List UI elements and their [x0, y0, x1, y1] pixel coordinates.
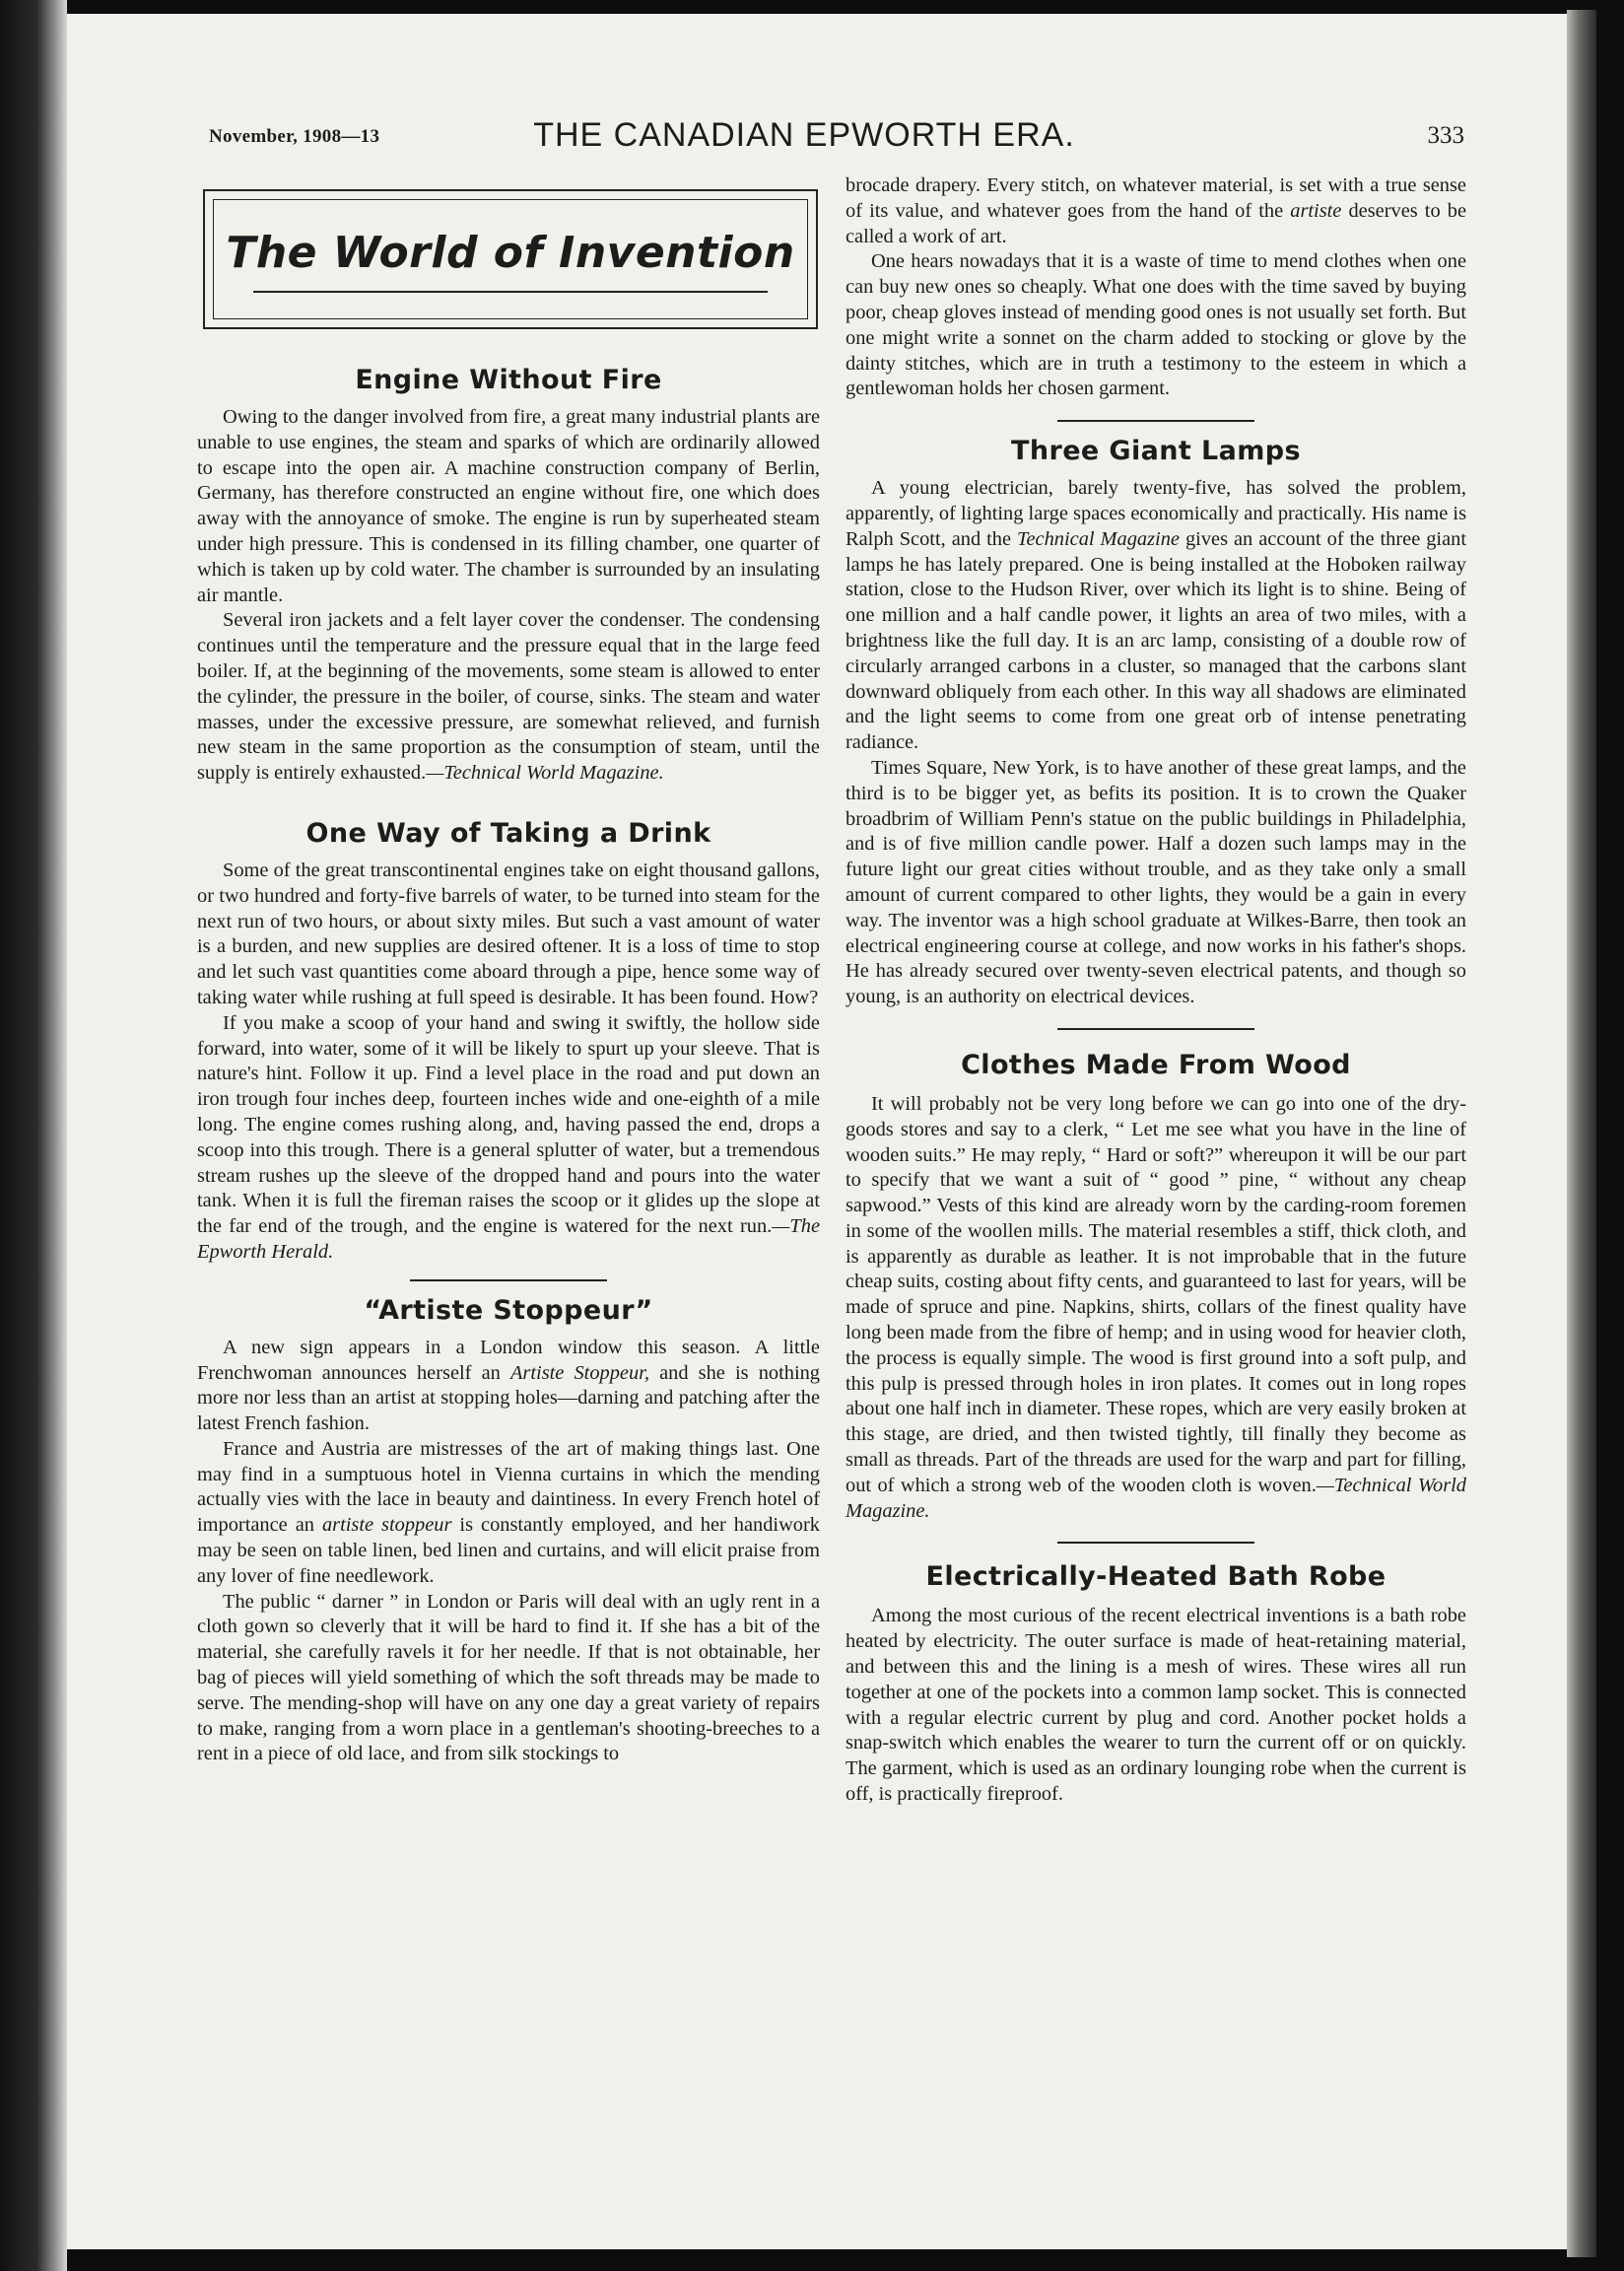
- left-column: [197, 189, 820, 1767]
- wood-paragraph-1: [846, 1092, 1466, 1525]
- stoppeur-p3-cont-text-b: deserves to be called a work of art.: [846, 199, 1466, 247]
- running-head: [144, 116, 1464, 166]
- drink-paragraph-2: [197, 1011, 820, 1266]
- stoppeur-paragraph-4: One hears nowadays that it is a waste of time to mend clothes when one can buy new ones so cheaply. What one does with the time saved by buying poor, cheap gloves instead of mending good ones is not usually set forth. But one might write a sonnet on the charm added to stocking or glove by the dainty stitches, which are in truth a testimony to the esteem in which a gentlewoman holds her chosen garment.: [846, 250, 1466, 400]
- stoppeur-paragraph-3-continued: [846, 173, 1466, 249]
- wood-paragraph-1-text: It will probably not be very long before we can go into one of the dry-goods stores and say to a clerk, “ Let me see what you have in the line of wooden suits.” He may reply, “ Hard or soft?” whereupon it will be our part to specify that we want a suit of “ good ” pine, “ without any cheap sapwood.” Vests of this kind are already worn by the carding-room foremen in some of the woollen mills. The material resembles a stiff, thick cloth, and is apparently as durable as leather. It is not improbable that in the future cheap suits, costing about fifty cents, and guaranteed to last for years, will be made of spruce and pine. Napkins, shirts, collars of the finest quality have long been made from the fibre of hemp; and in using wood for heavier cloth, the process is equally simple. The wood is first ground into a soft pulp, and this pulp is pressed through holes in iron plates. It comes out in long ropes about one half inch in diameter. These ropes, which are very easily broken at this stage, are dried, and then twisted tightly, till finally they become as small as threads. Part of the threads are used for the warp and part for filling, out of which a strong web of the wooden cloth is woven.: [846, 1092, 1466, 1496]
- stoppeur-p1-emphasis: Artiste Stoppeur,: [509, 1361, 649, 1384]
- lamps-paragraph-2: Times Square, New York, is to have another of these great lamps, and the third is to be bigger yet, as befits its position. It is to crown the Quaker broadbrim of William Penn's statue on the public buildings in Philadelphia, and is of five million candle power. Half a dozen such lamps may in the future light our great cities without trouble, and as they take only a small amount of current compared to other lights, they would be a gain in every way. The inventor was a high school graduate at Wilkes-Barre, then took an electrical engineering course at college, and now works in his father's shops. He has already secured over twenty-seven electrical patents, and though so young, is an authority on electrical devices.: [846, 756, 1466, 1008]
- right-column: [846, 173, 1466, 1808]
- section-title: The World of Invention: [226, 228, 795, 278]
- page-edge-shadow: [1567, 10, 1596, 2257]
- drink-paragraph-1: Some of the great transcontinental engines take on eight thousand gallons, or two hundred and forty-five barrels of water, to be turned into steam for the next run of two hours, or about sixty miles. But such a vast amount of water is a burden, and new supplies are desired oftener. It is a loss of time to stop and let such vast quantities come aboard through a pipe, hence some way of taking water while rushing at full speed is desirable. It has been found. How?: [197, 859, 820, 1008]
- robe-paragraph-1: Among the most curious of the recent electrical inventions is a bath robe heated by electricity. The outer surface is made of heat-retaining material, and between this and the lining is a mesh of wires. These wires all run together at one of the pockets into a common lamp socket. This is connected with a regular electric current by plug and cord. Another pocket holds a snap-switch which enables the wearer to turn the current off or on quickly. The garment, which is used as an ordinary lounging robe when the current is off, is practically fireproof.: [846, 1605, 1466, 1806]
- stoppeur-p3-cont-emphasis: artiste: [1290, 199, 1342, 222]
- article-title-drink: One Way of Taking a Drink: [305, 817, 711, 849]
- lamps-p1-text-b: gives an account of the three giant lamps he has lately prepared. One is being installed at the Hoboken railway station, close to the Hudson River, over which its light is to shine. Being of one million and a half candle power, it lights an area of two miles, with a brightness like the full day. It is an arc lamp, consisting of a double row of circularly arranged carbons in a cluster, so managed that the carbons slant downward obliquely from each other. In this way all shadows are eliminated and the light seems to come from one great orb of intense penetrating radiance.: [846, 527, 1467, 754]
- drink-paragraph-2-text: If you make a scoop of your hand and swing it swiftly, the hollow side forward, into water, some of it will be likely to spurt up your sleeve. That is nature's hint. Follow it up. Find a level place in the road and put down an iron trough four inches deep, fourteen inches wide and one-eighth of a mile long. The engine comes rushing along, and, having passed the end, drops a scoop into this trough. There is a general splutter of water, but a tremendous stream rushes up the sleeve of the dropped hand and pours into the water tank. When it is full the fireman raises the scoop or it glides up the slope at the far end of the trough, and the engine is watered for the next run.: [197, 1011, 820, 1238]
- article-title-lamps: Three Giant Lamps: [1011, 436, 1301, 467]
- lamps-paragraph-1: [846, 476, 1466, 756]
- engine-paragraph-2-text: Several iron jackets and a felt layer cover the condenser. The condensing continues until the temperature and the pressure equal that in the large feed boiler. If, at the beginning of the movements, some steam is allowed to enter the cylinder, the pressure in the boiler, of course, sinks. The steam and water masses, under the excessive pressure, are somewhat relieved, and furnish new steam in the same proportion as the consumption of steam, until the supply is entirely exhausted.: [197, 609, 820, 785]
- drink-source: —The Epworth Herald.: [197, 1215, 820, 1263]
- journal-title: THE CANADIAN EPWORTH ERA.: [533, 116, 1075, 154]
- engine-source: —Technical World Magazine.: [426, 762, 664, 785]
- article-title-stoppeur: “Artiste Stoppeur”: [364, 1294, 653, 1326]
- stoppeur-paragraph-1: [197, 1336, 820, 1437]
- article-title-robe: Electrically-Heated Bath Robe: [925, 1561, 1387, 1593]
- section-title-box-inner: [213, 199, 808, 319]
- wood-source: —Technical World Magazine.: [846, 1474, 1466, 1522]
- stoppeur-p2-emphasis: artiste stoppeur: [321, 1514, 452, 1537]
- stoppeur-p2-text-a: France and Austria are mistresses of the art of making things last. One may find in a sumptuous hotel in Vienna curtains in which the mending actually vies with the lace in beauty and daintiness. In every French hotel of importance an: [197, 1437, 820, 1537]
- section-title-box: [203, 189, 818, 329]
- stoppeur-p3-cont-text-a: brocade drapery. Every stitch, on whatever material, is set with a true sense of its value, and whatever goes from the hand of the: [846, 174, 1466, 222]
- lamps-p1-text-a: A young electrician, barely twenty-five, has solved the problem, apparently, of lighting large spaces economically and practically. His name is Ralph Scott, and the: [846, 477, 1467, 550]
- article-title-engine: Engine Without Fire: [355, 365, 662, 395]
- stoppeur-p1-text-b: and she is nothing more nor less than an artist at stopping holes—darning and patching after the latest French fashion.: [197, 1361, 820, 1435]
- stoppeur-p2-text-b: is constantly employed, and her handiwork may be seen on table linen, bed linen and curtains, and will elicit praise from any lover of fine needlework.: [197, 1514, 820, 1587]
- page-number: 333: [1427, 122, 1464, 149]
- article-title-wood: Clothes Made From Wood: [961, 1049, 1351, 1080]
- stoppeur-p1-text-a: A new sign appears in a London window this season. A little Frenchwoman announces herself an: [197, 1336, 820, 1384]
- section-title-underline: [253, 291, 768, 293]
- engine-paragraph-2: [197, 608, 820, 787]
- stoppeur-paragraph-2: [197, 1437, 820, 1590]
- engine-paragraph-1: Owing to the danger involved from fire, a great many industrial plants are unable to use engines, the steam and sparks of which are ordinarily allowed to escape into the open air. A machine construction company of Berlin, Germany, has therefore constructed an engine without fire, one which does away with the annoyance of smoke. The engine is run by superheated steam under high pressure. This is condensed in its filling chamber, one quarter of which is taken up by cold water. The chamber is surrounded by an insulating air mantle.: [197, 406, 820, 606]
- issue-date: November, 1908—13: [209, 126, 380, 147]
- book-binding-gutter: [0, 0, 67, 2271]
- lamps-p1-emphasis: Technical Magazine: [1017, 527, 1180, 550]
- stoppeur-paragraph-3: The public “ darner ” in London or Paris will deal with an ugly rent in a cloth gown so cleverly that it will be hard to find it. If she has a bit of the material, she carefully ravels it for her needle. If that is not obtainable, her bag of pieces will yield something of which the soft threads may be made to serve. The mending-shop will have on any one day a great variety of repairs to make, ranging from a worn place in a gentleman's shooting-breeches to a rent in a piece of old lace, and from silk stockings to: [197, 1590, 820, 1765]
